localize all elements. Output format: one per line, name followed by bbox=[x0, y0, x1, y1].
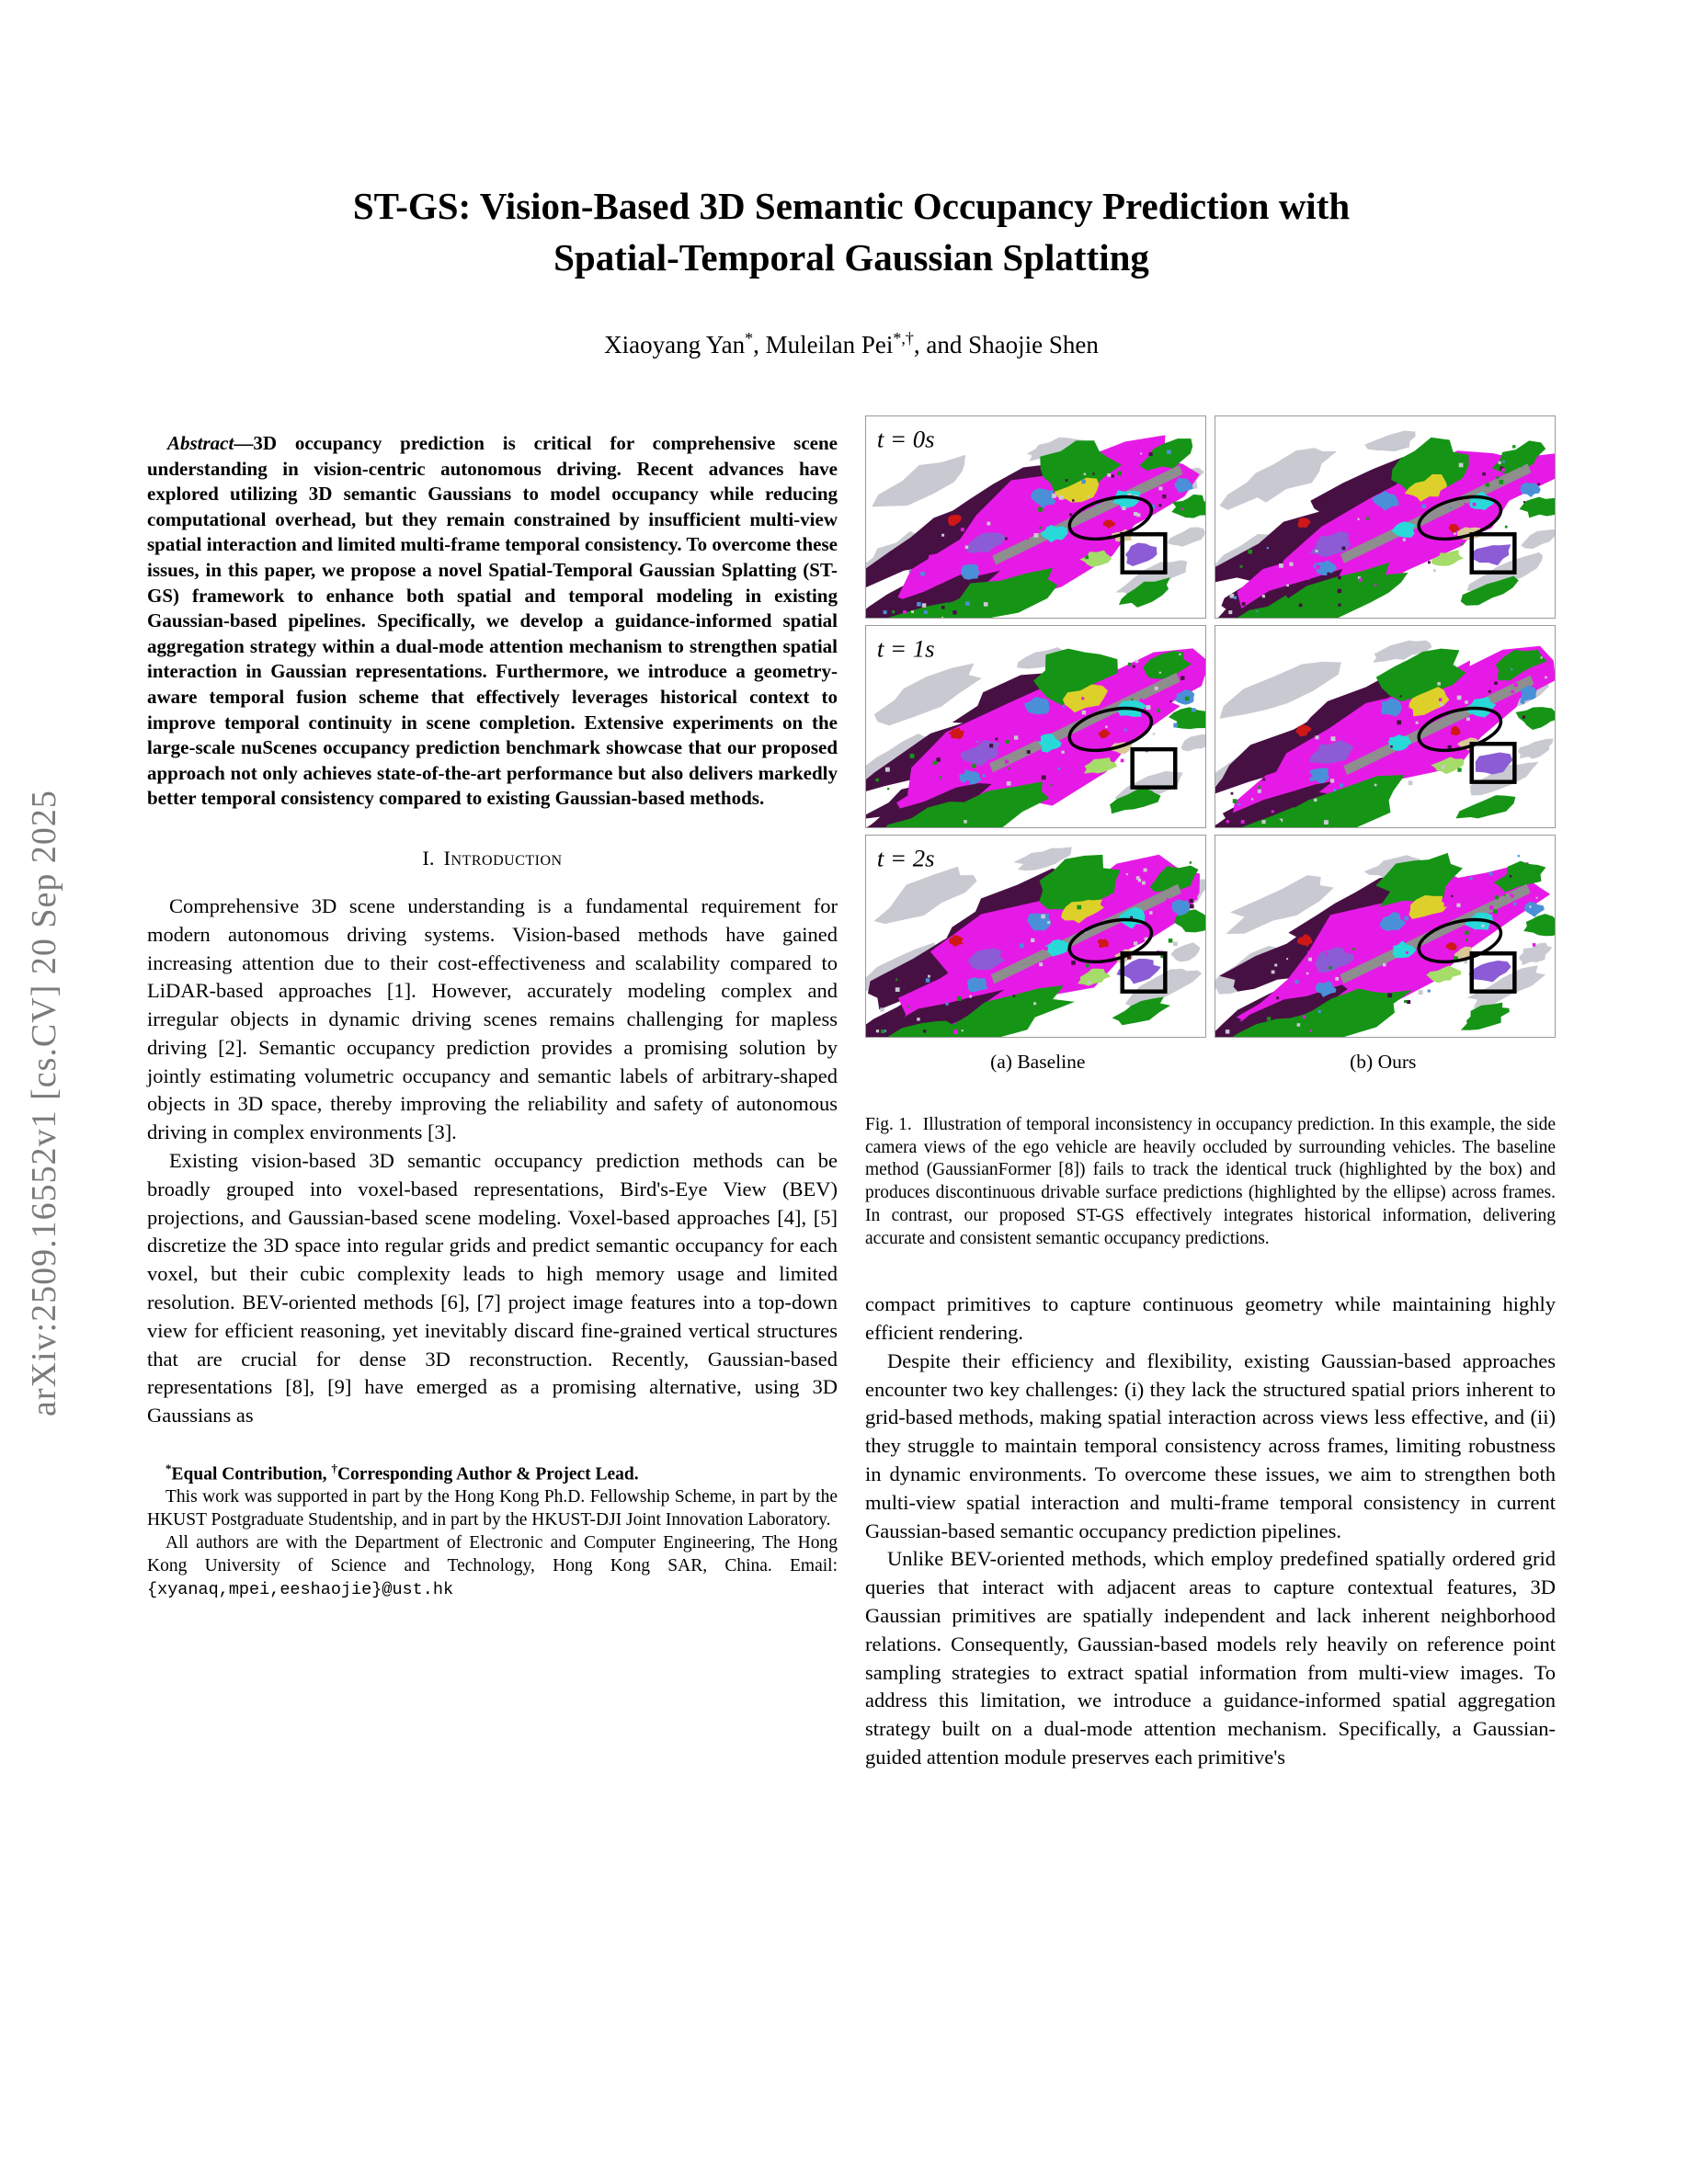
figure-panel-row1-baseline bbox=[865, 415, 1206, 619]
right-column bbox=[865, 413, 1556, 1772]
authors-line bbox=[147, 329, 1556, 359]
abstract-label: Abstract bbox=[167, 432, 234, 454]
right-paragraph-1: compact primitives to capture continuous geometry while maintaining highly efficient rendering. bbox=[865, 1292, 1556, 1345]
abstract bbox=[147, 431, 838, 812]
paper-page bbox=[147, 0, 1556, 1772]
section-number: I. bbox=[422, 846, 435, 870]
panel-time-label: t = 1s bbox=[876, 634, 935, 663]
figure-caption-text: Illustration of temporal inconsistency in occupancy prediction. In this example, the side camera views of the ego vehicle are heavily occluded by surrounding vehicles. The baseline method (GaussianFormer [8]) fails to track the identical truck (highlighted by the box) and produces discontinuous drivable surface predictions (highlighted by the ellipse) across frames. In contrast, our proposed ST-GS effectively integrates historical information, delivering accurate and consistent semantic occupancy predictions. bbox=[865, 1115, 1556, 1248]
figure-panel-row2-baseline bbox=[865, 625, 1206, 828]
abstract-body: —3D occupancy prediction is critical for comprehensive scene understanding in vision-centric autonomous driving. Recent advances have explored utilizing 3D semantic Gaussians to model occupancy while reducing computational overhead, but they remain constrained by insufficient multi-view spatial interaction and limited multi-frame temporal consistency. To overcome these issues, in this paper, we propose a novel Spatial-Temporal Gaussian Splatting (ST-GS) framework to enhance both spatial and temporal modeling in existing Gaussian-based pipelines. Specifically, we develop a guidance-informed spatial aggregation strategy within a dual-mode attention mechanism to strengthen spatial interaction in Gaussian representations. Furthermore, we introduce a geometry-aware temporal fusion scheme that effectively leverages historical context to improve temporal continuity in scene completion. Extensive experiments on the large-scale nuScenes occupancy prediction benchmark showcase that our proposed approach not only achieves state-of-the-art performance but also delivers markedly better temporal consistency compared to existing Gaussian-based methods. bbox=[147, 432, 838, 810]
section-heading-introduction bbox=[147, 847, 838, 870]
subcaption-ours: (b) Ours bbox=[1350, 1051, 1417, 1073]
section-title: Introduction bbox=[443, 846, 563, 870]
right-column-text bbox=[865, 1291, 1556, 1772]
figure-panel-row3-ours bbox=[1215, 835, 1556, 1038]
subcaption-baseline: (a) Baseline bbox=[990, 1051, 1086, 1073]
panel-time-label: t = 2s bbox=[876, 844, 935, 872]
figure-caption-label: Fig. 1. bbox=[865, 1115, 912, 1134]
figure-panel-row3-baseline bbox=[865, 835, 1206, 1038]
title-line-2: Spatial-Temporal Gaussian Splatting bbox=[553, 236, 1149, 279]
panel-time-label: t = 0s bbox=[876, 425, 935, 453]
arxiv-watermark: arXiv:2509.16552v1 [cs.CV] 20 Sep 2025 bbox=[25, 790, 63, 1417]
occupancy-figure bbox=[865, 415, 1556, 1038]
right-paragraph-2: Despite their efficiency and flexibility, existing Gaussian-based approaches encounter two key challenges: (i) they lack the structured spatial priors inherent to grid-based methods, making spatial interaction across views less effective, and (ii) they struggle to maintain temporal consistency across frames, limiting robustness in dynamic environments. To overcome these issues, we aim to strengthen both multi-view spatial interaction and multi-frame temporal consistency in current Gaussian-based semantic occupancy prediction pipelines. bbox=[865, 1348, 1556, 1542]
page-title bbox=[147, 180, 1556, 283]
footnote-contribution: *Equal Contribution, †Corresponding Author & Project Lead. bbox=[165, 1462, 639, 1484]
figure-panel-row2-ours bbox=[1215, 625, 1556, 828]
footnote-affiliation: All authors are with the Department of Electronic and Computer Engineering, The Hong Kong University of Science and Technology, Hong Kong SAR, China. Email: {xyanaq,mpei,eeshaojie}@ust.hk bbox=[147, 1532, 838, 1599]
intro-paragraph-1: Comprehensive 3D scene understanding is a fundamental requirement for modern autonomous driving systems. Vision-based methods have gained increasing attention due to their cost-effectiveness and scalability compared to LiDAR-based approaches [1]. However, accurately modeling complex and irregular objects in dynamic driving scenes remains challenging for mapless driving [2]. Semantic occupancy prediction provides a promising solution by jointly estimating volumetric occupancy and semantic labels of arbitrary-shaped objects in 3D space, thereby improving the reliability and safety of autonomous driving in complex environments [3]. bbox=[147, 893, 838, 1144]
figure-subcaptions bbox=[865, 1051, 1556, 1074]
figure-caption bbox=[865, 1114, 1556, 1250]
right-paragraph-3: Unlike BEV-oriented methods, which employ predefined spatially ordered grid queries that interact with adjacent areas to capture contextual features, 3D Gaussian primitives are spatially independent and lack inherent neighborhood relations. Consequently, Gaussian-based models rely heavily on reference point sampling strategies to extract spatial information from multi-view images. To address this limitation, we introduce a guidance-informed spatial aggregation strategy built on a dual-mode attention mechanism. Specifically, a Gaussian-guided attention module preserves each primitive's bbox=[865, 1547, 1556, 1769]
left-column bbox=[147, 413, 838, 1772]
author-2: Muleilan Pei*,†, bbox=[765, 329, 927, 358]
author-1: Xiaoyang Yan*, bbox=[604, 329, 766, 358]
author-2-mark: *,† bbox=[893, 329, 914, 347]
contact-email: {xyanaq,mpei,eeshaojie}@ust.hk bbox=[147, 1579, 454, 1599]
two-column-body bbox=[147, 413, 1556, 1772]
footnote-support: This work was supported in part by the Hong Kong Ph.D. Fellowship Scheme, in part by the HKUST Postgraduate Studentship, and in part by the HKUST-DJI Joint Innovation Laboratory. bbox=[147, 1487, 838, 1530]
figure-panel-row1-ours bbox=[1215, 415, 1556, 619]
title-line-1: ST-GS: Vision-Based 3D Semantic Occupancy Prediction with bbox=[352, 185, 1351, 227]
intro-paragraph-2: Existing vision-based 3D semantic occupancy prediction methods can be broadly grouped into voxel-based representations, Bird's-Eye View (BEV) projections, and Gaussian-based scene modeling. Voxel-based approaches [4], [5] discretize the 3D space into regular grids and predict semantic occupancy for each voxel, but their cubic complexity leads to high memory usage and limited resolution. BEV-oriented methods [6], [7] project image features into a top-down view for efficient reasoning, yet inevitably discard fine-grained vertical structures that are crucial for dense 3D reconstruction. Recently, Gaussian-based representations [8], [9] have emerged as a promising alternative, using 3D Gaussians as bbox=[147, 1149, 838, 1428]
author-1-mark: * bbox=[745, 329, 754, 347]
author-3: and Shaojie Shen bbox=[926, 331, 1099, 358]
footnotes bbox=[147, 1458, 838, 1601]
